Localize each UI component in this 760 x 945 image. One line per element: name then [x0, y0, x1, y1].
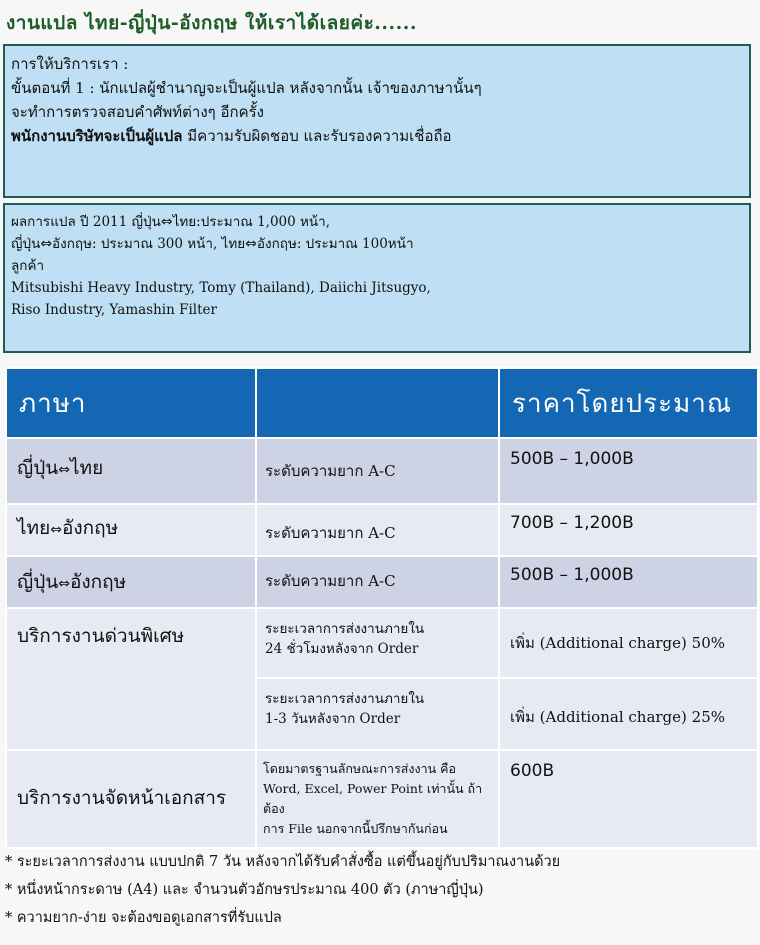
services-line-4: [11, 124, 743, 148]
lang-b: ไทย: [69, 457, 104, 479]
results-line-2: [11, 233, 743, 255]
lang-pair-cell: [6, 438, 256, 504]
services-line-1: การให้บริการเรา :: [11, 55, 129, 73]
express-label-cell: บริการงานด่วนพิเศษ: [6, 608, 256, 750]
note-3: * ความยาก-ง่าย จะต้องขอดูเอกสารที่รับแปล: [5, 910, 282, 926]
price-cell: 500B – 1,000B: [499, 556, 758, 608]
lang-b: อังกฤษ: [69, 571, 127, 593]
results-line-5: Riso Industry, Yamashin Filter: [11, 302, 217, 318]
price-cell: 700B – 1,200B: [499, 504, 758, 556]
results-text: อังกฤษ: ประมาณ 300 หน้า, ไทย: [52, 236, 246, 252]
results-text: ผลการแปล ปี 2011 ญี่ปุ่น: [11, 214, 161, 230]
services-bold-text: พนักงานบริษัทจะเป็นผู้แปล: [11, 127, 183, 145]
note-2: * หนึ่งหน้ากระดาษ (A4) และ จำนวนตัวอักษรประมาณ 400 ตัว (ภาษาญี่ปุ่น): [5, 882, 484, 898]
services-rest-text: มีความรับผิดชอบ และรับรองความเชื่อถือ: [182, 127, 452, 145]
lang-pair-cell: [6, 504, 256, 556]
bidirectional-arrow-icon: ⇔: [40, 236, 53, 252]
results-text: อังกฤษ: ประมาณ 100หน้า: [256, 236, 414, 252]
docs-price-cell: 600B: [499, 750, 758, 848]
table-row: [6, 504, 758, 556]
results-line-1: [11, 211, 743, 233]
results-line-3: ลูกค้า: [11, 258, 45, 274]
lang-a: ญี่ปุ่น: [17, 457, 59, 479]
services-box: [3, 44, 751, 198]
bidirectional-arrow-icon: ⇔: [58, 576, 70, 592]
express-option-1-line-1: ระยะเวลาการส่งงานภายใน: [265, 621, 425, 637]
docs-label-cell: บริการงานจัดหน้าเอกสาร: [6, 750, 256, 848]
table-row: [6, 438, 758, 504]
results-line-4: Mitsubishi Heavy Industry, Tomy (Thailand), Daiichi Jitsugyo,: [11, 280, 431, 296]
express-option-2: [256, 678, 499, 750]
express-option-1-line-2: 24 ชั่วโมงหลังจาก Order: [265, 641, 419, 657]
bidirectional-arrow-icon: ⇔: [160, 214, 173, 230]
page-title: งานแปล ไทย-ญี่ปุ่น-อังกฤษ ให้เราได้เลยค่ะ......: [6, 12, 417, 34]
level-cell: ระดับความยาก A-C: [256, 556, 499, 608]
results-text: ญี่ปุ่น: [11, 236, 41, 252]
level-cell: ระดับความยาก A-C: [256, 438, 499, 504]
express-option-2-line-2: 1-3 วันหลังจาก Order: [265, 711, 401, 727]
express-price-2: เพิ่ม (Additional charge) 25%: [499, 678, 758, 750]
note-1: * ระยะเวลาการส่งงาน แบบปกติ 7 วัน หลังจากได้รับคำสั่งซื้อ แต่ขึ้นอยู่กับปริมาณงานด้วย: [5, 854, 561, 870]
bidirectional-arrow-icon: ⇔: [50, 522, 62, 538]
level-cell: ระดับความยาก A-C: [256, 504, 499, 556]
results-box: [3, 203, 751, 353]
services-line-2: ขั้นตอนที่ 1 : นักแปลผู้ชำนาญจะเป็นผู้แปล หลังจากนั้น เจ้าของภาษานั้นๆ: [11, 79, 482, 97]
docs-desc-line-3: การ File นอกจากนี้ปรึกษากันก่อน: [263, 821, 448, 836]
table-row: [6, 608, 758, 678]
lang-a: ไทย: [17, 517, 51, 539]
price-table: [5, 367, 759, 849]
express-option-2-line-1: ระยะเวลาการส่งงานภายใน: [265, 691, 425, 707]
table-row: [6, 556, 758, 608]
docs-desc-cell: [256, 750, 499, 848]
price-cell: 500B – 1,000B: [499, 438, 758, 504]
docs-desc-line-1: โดยมาตรฐานลักษณะการส่งงาน คือ: [263, 761, 457, 776]
lang-a: ญี่ปุ่น: [17, 571, 59, 593]
header-price: ราคาโดยประมาณ: [499, 368, 758, 438]
docs-desc-line-2: Word, Excel, Power Point เท่านั้น ถ้าต้อง: [263, 781, 483, 816]
table-row: [6, 750, 758, 848]
express-price-1: เพิ่ม (Additional charge) 50%: [499, 608, 758, 678]
express-option-1: [256, 608, 499, 678]
header-blank: [256, 368, 499, 438]
services-line-3: จะทำการตรวจสอบคำศัพท์ต่างๆ อีกครั้ง: [11, 103, 264, 121]
header-language: ภาษา: [6, 368, 256, 438]
results-text: ไทย:ประมาณ 1,000 หน้า,: [172, 214, 331, 230]
bidirectional-arrow-icon: ⇔: [245, 236, 257, 252]
lang-pair-cell: [6, 556, 256, 608]
table-header: [6, 368, 758, 438]
notes: [5, 848, 560, 932]
lang-b: อังกฤษ: [61, 517, 119, 539]
bidirectional-arrow-icon: ⇔: [58, 462, 70, 478]
